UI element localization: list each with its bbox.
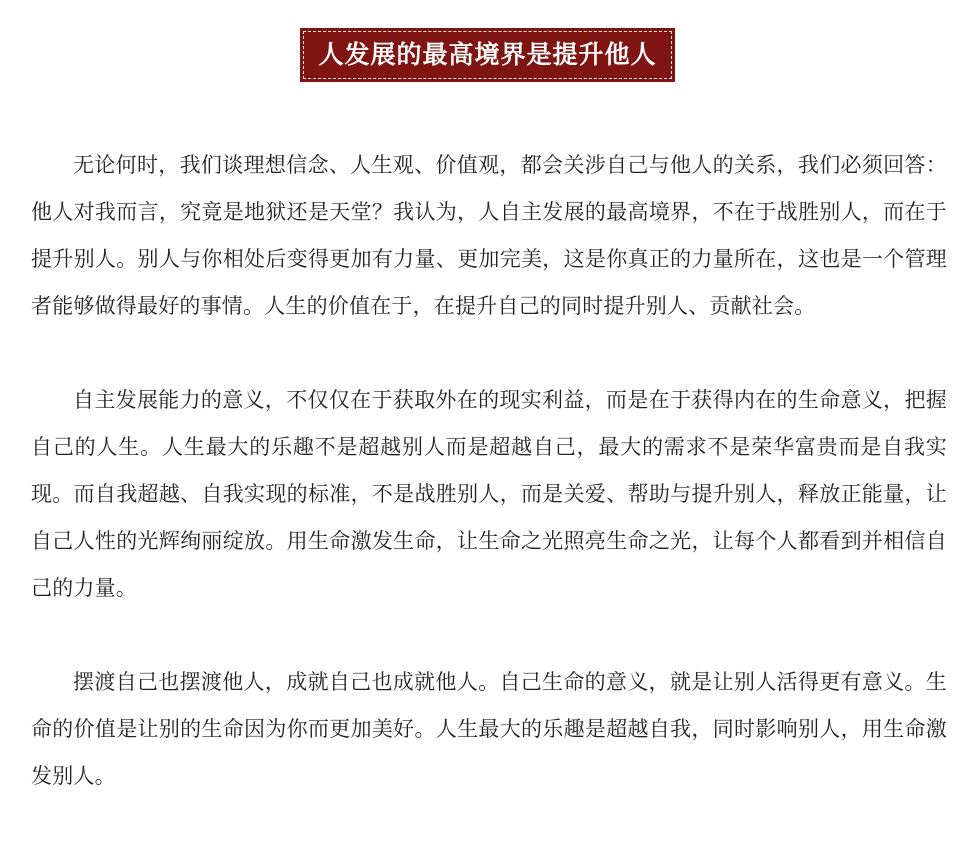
title-banner-wrapper — [0, 28, 975, 82]
paragraph-2: 自主发展能力的意义，不仅仅在于获取外在的现实利益，而是在于获得内在的生命意义，把握自己的人生。人生最大的乐趣不是超越别人而是超越自己，最大的需求不是荣华富贵而是自我实现。而自我超越、自我实现的标准，不是战胜别人，而是关爱、帮助与提升别人，释放正能量，让自己人性的光辉绚丽绽放。用生命激发生命，让生命之光照亮生命之光，让每个人都看到并相信自己的力量。 — [31, 388, 947, 600]
paragraph-1: 无论何时，我们谈理想信念、人生观、价值观，都会关涉自己与他人的关系，我们必须回答：他人对我而言，究竟是地狱还是天堂？我认为，人自主发展的最高境界，不在于战胜别人，而在于提升别人。别人与你相处后变得更加有力量、更加完美，这是你真正的力量所在，这也是一个管理者能够做得最好的事情。人生的价值在于，在提升自己的同时提升别人、贡献社会。 — [31, 153, 947, 318]
article-body — [31, 142, 947, 847]
article-title: 人发展的最高境界是提升他人 — [303, 31, 671, 79]
title-banner — [300, 28, 674, 82]
paragraph-3: 摆渡自己也摆渡他人，成就自己也成就他人。自己生命的意义，就是让别人活得更有意义。生命的价值是让别的生命因为你而更加美好。人生最大的乐趣是超越自我，同时影响别人，用生命激发别人。 — [31, 670, 947, 788]
